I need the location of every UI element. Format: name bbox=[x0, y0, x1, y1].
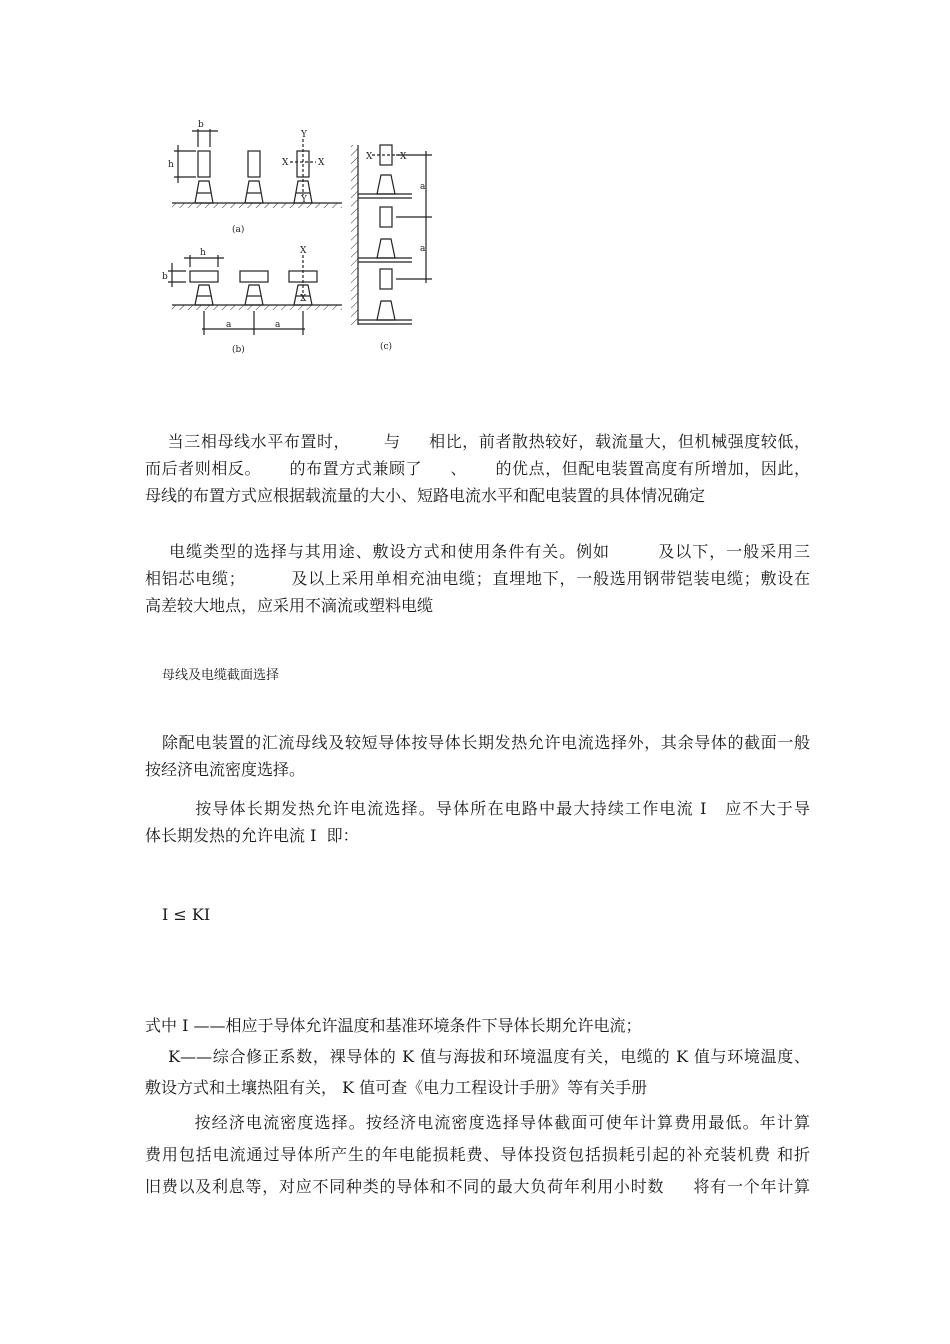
figure-label-b: (b) bbox=[232, 345, 245, 355]
figure-axis-y: Y bbox=[301, 195, 307, 205]
text-line: 母线的布置方式应根据载流量的大小、短路电流水平和配电装置的具体情况确定 bbox=[145, 486, 706, 505]
section-heading: 母线及电缆截面选择 bbox=[162, 668, 280, 683]
figure-axis-x: X bbox=[300, 246, 307, 256]
text-line: 而后者则相反。 的布置方式兼顾了 、 的优点，但配电装置高度有所增加，因此， bbox=[145, 459, 810, 478]
figure-axis-x: X bbox=[366, 152, 373, 162]
text-line: 旧费以及利息等，对应不同种类的导体和不同的最大负荷年利用小时数 将有一个年计算 bbox=[145, 1177, 810, 1196]
figure-label-a: (a) bbox=[232, 225, 245, 235]
text-line: 高差较大地点，应采用不滴流或塑料电缆 bbox=[145, 596, 434, 615]
text-line: 体长期发热的允许电流 I 即： bbox=[145, 826, 359, 845]
figure-axis-y: Y bbox=[301, 130, 307, 140]
cross-section-intro-paragraph bbox=[145, 729, 810, 783]
figure-dim-a: a bbox=[420, 182, 426, 192]
text-line: 除配电装置的汇流母线及较短导体按导体长期发热允许电流选择外，其余导体的截面一般 bbox=[162, 733, 810, 752]
text-line: 按经济电流密度选择。按经济电流密度选择导体截面可使年计算费用最低。年计算 bbox=[145, 1113, 810, 1132]
figure-axis-x: X bbox=[400, 152, 407, 162]
text-line: 式中 I ——相应于导体允许温度和基准环境条件下导体长期允许电流； bbox=[145, 1016, 642, 1035]
figure-dim-a: a bbox=[275, 320, 281, 330]
text-line: 敷设方式和土壤热阻有关， K 值可查《电力工程设计手册》等有关手册 bbox=[145, 1078, 648, 1097]
figure-dim-h: h bbox=[200, 248, 206, 258]
figure-dim-a: a bbox=[420, 244, 426, 254]
figure-axis-x: X bbox=[318, 158, 325, 168]
figure-dim-a: a bbox=[226, 320, 232, 330]
busbar-layout-paragraph bbox=[145, 428, 810, 509]
text-line: 当三相母线水平布置时， 与 相比，前者散热较好，载流量大，但机械强度较低， bbox=[145, 432, 810, 451]
text-line: 相铝芯电缆； 及以上采用单相充油电缆；直埋地下，一般选用钢带铠装电缆；敷设在 bbox=[145, 569, 810, 588]
text-line: 费用包括电流通过导体所产生的年电能损耗费、导体投资包括损耗引起的补充装机费 和折 bbox=[145, 1145, 810, 1164]
economic-current-density-paragraph bbox=[145, 1107, 810, 1203]
text-line: K——综合修正系数，裸导体的 K 值与海拔和环境温度有关，电缆的 K 值与环境温度、 bbox=[145, 1047, 810, 1066]
busbar-arrangement-figure bbox=[162, 115, 434, 365]
text-line: 按导体长期发热允许电流选择。导体所在电路中最大持续工作电流 I 应不大于导 bbox=[145, 799, 810, 818]
figure-dim-b: b bbox=[198, 120, 204, 130]
figure-label-c: (c) bbox=[380, 342, 393, 352]
figure-dim-h: h bbox=[168, 160, 174, 170]
figure-axis-x: X bbox=[282, 158, 289, 168]
formula: I ≤ KI bbox=[162, 905, 211, 924]
text-line: 按经济电流密度选择。 bbox=[145, 760, 306, 779]
figure-dim-b: b bbox=[162, 272, 168, 282]
cable-type-paragraph bbox=[145, 538, 810, 619]
text-line: 电缆类型的选择与其用途、敷设方式和使用条件有关。例如 及以下，一般采用三 bbox=[145, 542, 810, 561]
figure-axis-x: X bbox=[300, 294, 307, 304]
allowable-current-paragraph bbox=[145, 795, 810, 849]
formula-explanation-paragraph bbox=[145, 1012, 810, 1101]
